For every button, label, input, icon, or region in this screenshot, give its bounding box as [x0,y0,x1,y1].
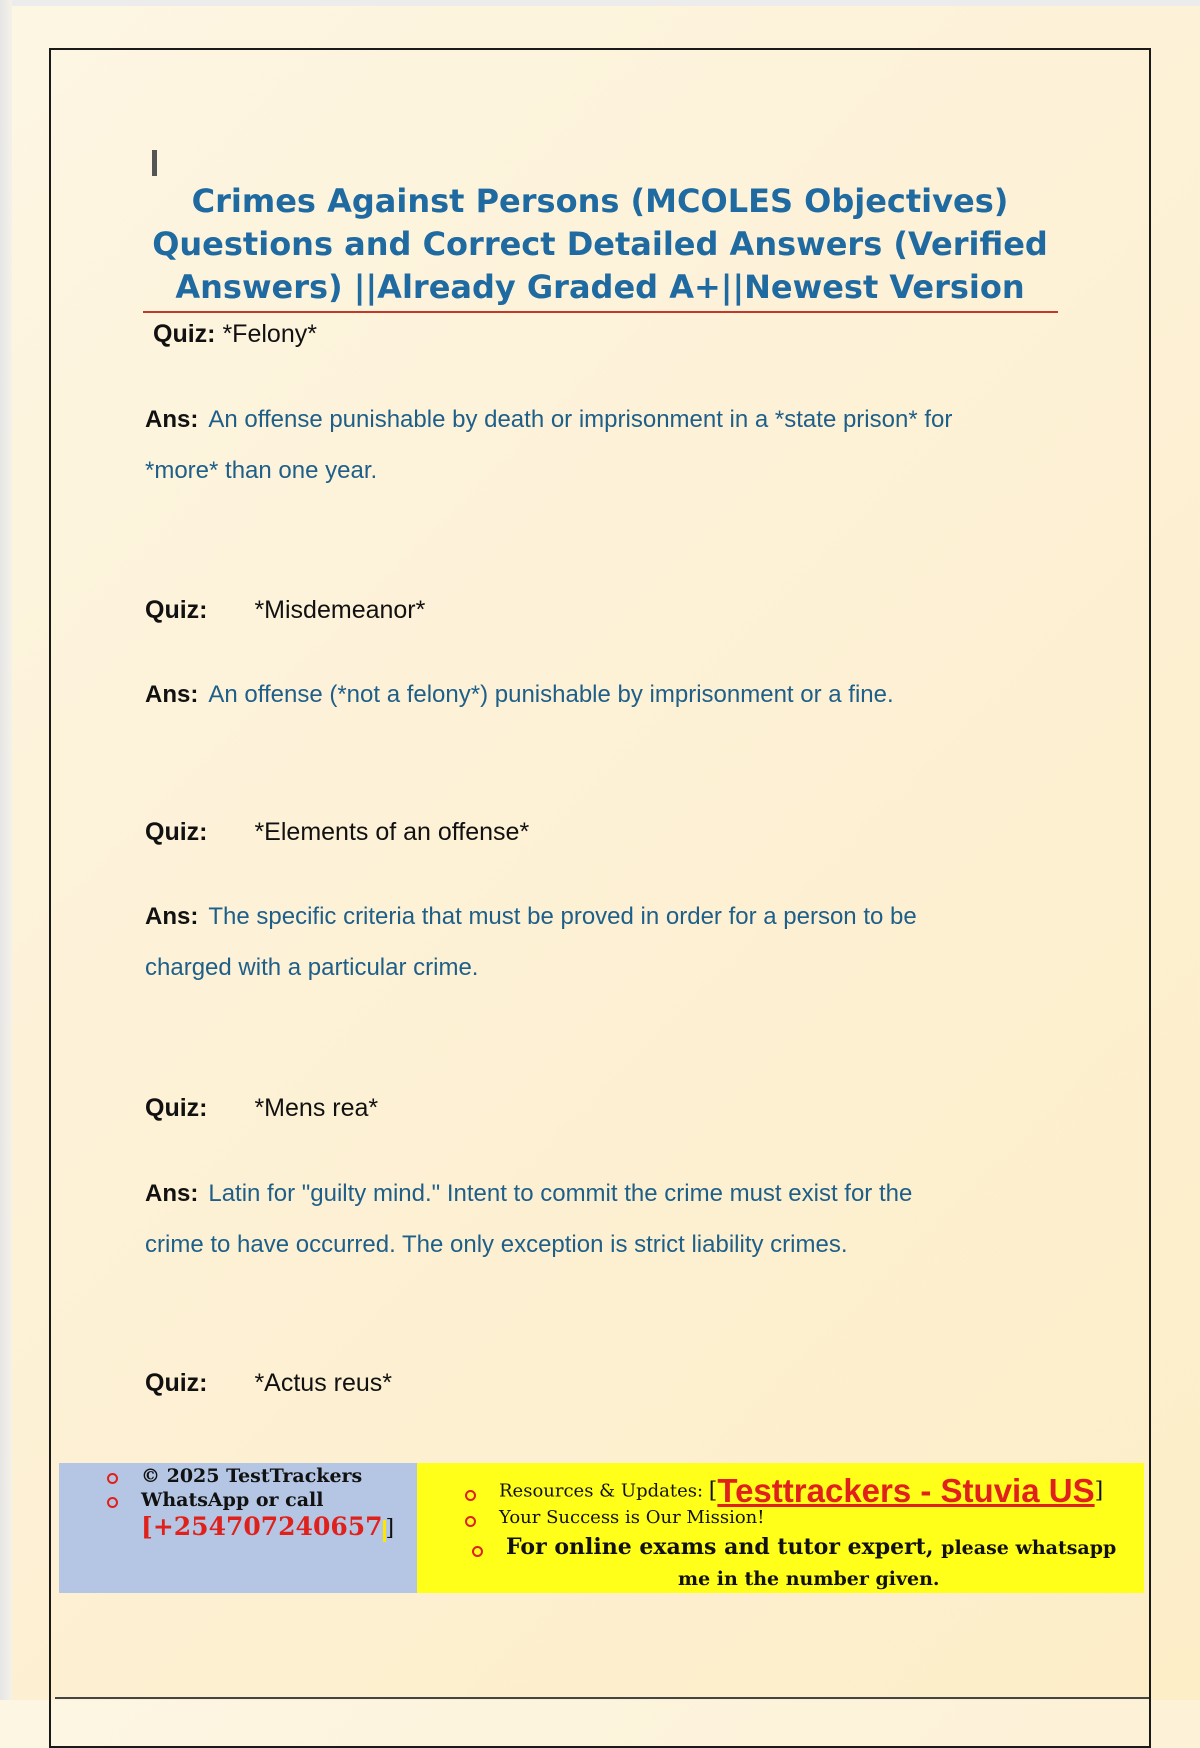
answer-label: Ans: [145,903,199,930]
testtrackers-stuvia-link[interactable]: Testtrackers - Stuvia US [717,1472,1095,1509]
answer-label: Ans: [145,406,199,433]
quiz-item-elements [145,818,529,847]
footer-mission: Your Success is Our Mission! [499,1507,765,1528]
quiz-item-misdemeanor [145,596,425,625]
quiz-label: Quiz: [153,320,216,348]
viewer-left-edge [0,0,12,1700]
quiz-term: *Felony* [222,320,317,348]
answer-line: An offense punishable by death or imprisonment in a *state prison* for [208,406,953,433]
quiz-label: Quiz: [145,818,208,846]
answer-misdemeanor [145,669,1045,720]
promo-text-a: For online exams and tutor expert, [506,1534,942,1560]
answer-line: crime to have occurred. The only exception is strict liability crimes. [145,1231,848,1258]
title-line-2: Questions and Correct Detailed Answers (Verified [152,225,1048,263]
answer-label: Ans: [145,681,199,708]
text-cursor-mark [152,150,157,176]
answer-label: Ans: [145,1180,199,1207]
footer-resources-line [499,1472,1103,1510]
footer-promo-line-1 [506,1534,1116,1560]
answer-mens-rea [145,1168,1045,1270]
bullet-icon [465,1516,476,1527]
answer-line: *more* than one year. [145,457,378,484]
promo-text-b: please whatsapp [941,1537,1117,1559]
document-title [140,180,1060,309]
phone-bracket-close: ] [385,1516,395,1541]
quiz-item-actus-reus [145,1369,392,1398]
answer-elements [145,891,1045,993]
footer-promo-line-2: me in the number given. [678,1568,940,1590]
bullet-icon [107,1497,118,1508]
answer-line: The specific criteria that must be proved in order for a person to be [208,903,917,930]
quiz-label: Quiz: [145,1369,208,1397]
quiz-item-felony [153,320,317,349]
link-bracket-open: [ [708,1478,718,1504]
resources-label: Resources & Updates: [499,1480,709,1502]
bullet-icon [465,1490,476,1501]
answer-line: Latin for "guilty mind." Intent to commit the crime must exist for the [208,1180,913,1207]
page-bottom-rule [55,1697,1149,1699]
bullet-icon [107,1473,118,1484]
footer-phone-number[interactable]: +254707240657 [152,1512,383,1541]
footer-copyright: © 2025 TestTrackers [141,1465,363,1487]
answer-felony [145,394,1045,496]
phone-bracket-open: [ [141,1512,153,1541]
footer-contact-label: WhatsApp or call [141,1489,324,1511]
title-underline [143,311,1058,313]
answer-line: charged with a particular crime. [145,954,479,981]
bullet-icon [472,1546,483,1557]
quiz-label: Quiz: [145,1094,208,1122]
quiz-term: *Actus reus* [254,1369,393,1397]
quiz-term: *Mens rea* [254,1094,379,1122]
footer-phone-line [141,1512,394,1542]
quiz-label: Quiz: [145,596,208,624]
title-line-3: Answers) ||Already Graded A+||Newest Version [175,268,1025,306]
quiz-item-mens-rea [145,1094,378,1123]
title-line-1: Crimes Against Persons (MCOLES Objectives) [191,182,1009,220]
quiz-term: *Misdemeanor* [254,596,426,624]
quiz-term: *Elements of an offense* [254,818,530,846]
link-bracket-close: ] [1094,1478,1104,1504]
answer-line: An offense (*not a felony*) punishable by imprisonment or a fine. [208,681,894,708]
viewer-top-edge [0,0,1200,6]
